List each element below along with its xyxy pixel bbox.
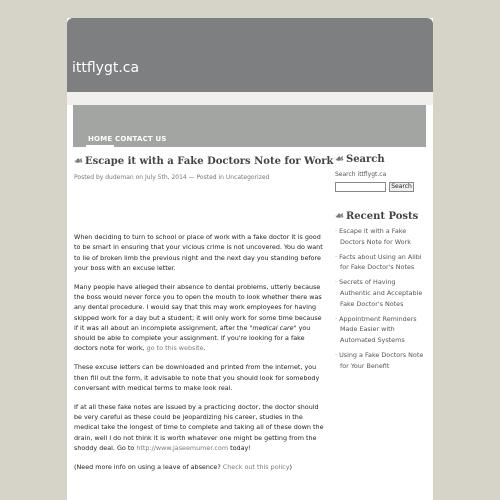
post-meta-date: on July 5th, 2014 — Posted in [133, 174, 226, 181]
paragraph-2-emphasis: "medical care" [249, 323, 297, 332]
recent-posts-widget [335, 211, 427, 372]
recent-posts-title [335, 211, 427, 222]
paragraph-3: These excuse letters can be downloaded and printed from the internet, you then fill out the form, it advisable to note that you should look for somebody conversant with medical terms to make look real. [74, 363, 320, 392]
post-title-link[interactable]: Escape it with a Fake Doctors Note for Work [84, 156, 334, 167]
recent-post-link[interactable]: · Using a Fake Doctors Note for Your Benefit [335, 350, 427, 372]
header-strip [67, 92, 433, 105]
paragraph-4 [74, 402, 325, 453]
post-title [74, 156, 334, 167]
paragraph-5-text-b: ) [289, 462, 292, 471]
paragraph-4-text-a: If at all these fake notes are issued by a practicing doctor, the doctor should be very careful as these could be jeopardizing his career, studies in the medical take the longest of time to complete and taking all of these down the drain, well I do not think it is worth whatever one might be getting from the shoddy deal. Go to [74, 402, 324, 452]
nav-contact-us-link[interactable]: CONTACT US [115, 135, 167, 143]
post-author-link[interactable]: dudeman [105, 174, 134, 181]
main-nav [73, 105, 426, 147]
site-header [67, 18, 433, 92]
policy-link[interactable]: Check out this policy [222, 462, 290, 471]
website-link[interactable]: go to this website [146, 344, 204, 353]
nav-home-link[interactable]: HOME [88, 135, 113, 143]
paragraph-2-text-b: you should be able to complete your assignment. If you're looking for a fake doctors note for work, [74, 323, 311, 353]
recent-post-link[interactable]: · Appointment Reminders Made Easier with Automated Systems [335, 314, 427, 346]
recent-posts-title-text: Recent Posts [345, 211, 419, 222]
fleuron-icon: ☙ [74, 156, 83, 167]
search-widget-title-text: Search [345, 154, 385, 165]
paragraph-2-text-a: Many people have alleged their absence to dental problems, utterly because the boss would never force you to open the mouth to look whether there was any dental procedure. I would say that this may work employees for having skipped work for a day but a student; it will only work for some time because if it was all about an incomplete assignment, after the [74, 282, 322, 332]
jaseemumer-link[interactable]: http://www.jaseemumer.com [136, 443, 229, 452]
recent-post-link[interactable]: · Escape it with a Fake Doctors Note for Work [335, 226, 427, 248]
search-input[interactable] [335, 182, 386, 192]
paragraph-2-text-c: . [203, 344, 206, 353]
recent-post-link[interactable]: · Secrets of Having Authentic and Acceptable Fake Doctor's Notes [335, 277, 427, 309]
fleuron-icon: ☙ [335, 211, 344, 222]
paragraph-5-text-a: (Need more info on using a leave of absence? [74, 462, 223, 471]
fleuron-icon: ☙ [335, 154, 344, 165]
search-button[interactable]: Search [389, 182, 414, 192]
nav-active-indicator [86, 145, 114, 147]
post-meta-prefix: Posted by [74, 174, 106, 181]
paragraph-2 [74, 282, 325, 354]
paragraph-5 [74, 462, 325, 472]
post-category-link[interactable]: Uncategorized [225, 174, 270, 181]
search-label: Search ittflygt.ca [335, 171, 387, 178]
recent-posts-list [335, 226, 427, 372]
site-title-link[interactable]: ittflygt.ca [72, 60, 140, 76]
paragraph-1: When deciding to turn to school or place of work with a fake doctor it is good to be smart in ensuring that your vicious crime is not uncovered. You do want to lie of broken limb the previous night and the next day you standing before your boss with an excuse letter. [74, 233, 323, 272]
page [67, 18, 433, 500]
search-widget-title [335, 154, 427, 165]
post-meta [74, 174, 269, 181]
paragraph-4-text-b: today! [228, 443, 251, 452]
post-body [74, 232, 325, 480]
sidebar [335, 154, 427, 376]
recent-post-link[interactable]: · Facts about Using an Alibi for Fake Doctor's Notes [335, 252, 427, 274]
search-form [335, 182, 427, 192]
search-widget [335, 154, 427, 192]
